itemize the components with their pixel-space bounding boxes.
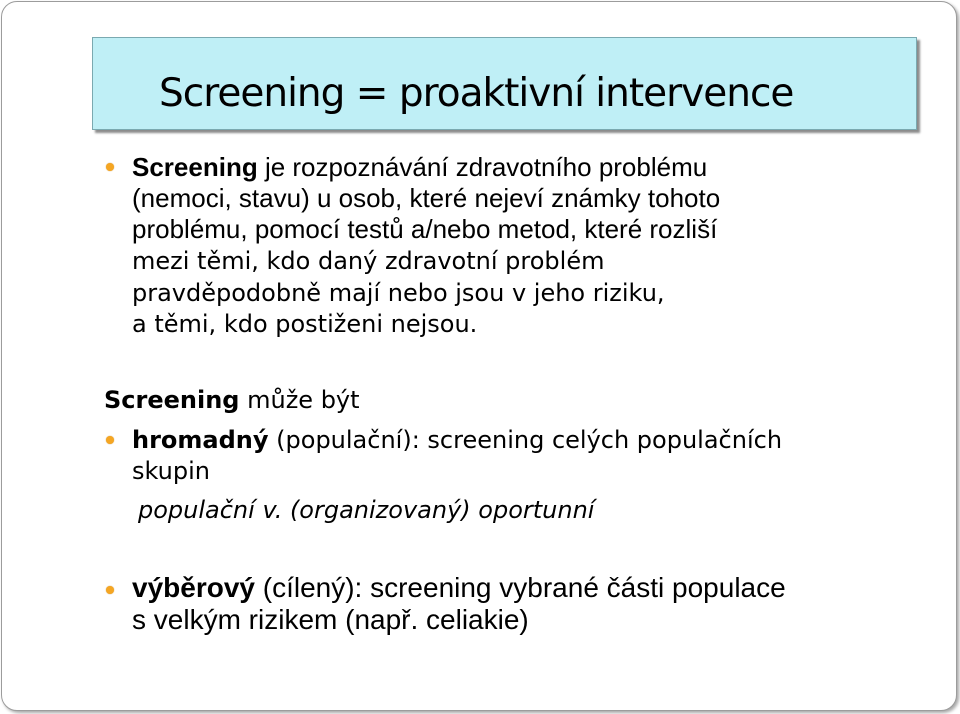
- definition-term: Screening: [132, 152, 258, 182]
- mass-line-1: [132, 425, 782, 455]
- types-intro: [104, 385, 360, 415]
- mass-line-2: skupin: [132, 457, 210, 485]
- mass-text: (populační): screening celých populačních: [268, 426, 783, 454]
- slide-title: Screening = proaktivní intervence: [159, 71, 794, 116]
- definition-text: je rozpoznávání zdravotního problému: [257, 152, 708, 182]
- definition-line-4: mezi těmi, kdo daný zdravotní problém: [132, 247, 605, 275]
- types-intro-term: Screening: [104, 386, 240, 414]
- bullet-dot-icon: [106, 163, 114, 171]
- mass-subtypes: [138, 495, 594, 525]
- mass-subtypes-text: populační v. (organizovaný) oportunní: [138, 496, 595, 524]
- definition-line-5: pravděpodobně mají nebo jsou v jeho riziku,: [132, 279, 665, 307]
- definition-line-2: (nemoci, stavu) u osob, které nejeví známky tohoto: [132, 183, 721, 213]
- definition-line-6: a těmi, kdo postiženi nejsou.: [132, 310, 478, 338]
- mass-term: hromadný: [132, 426, 269, 454]
- bullet-dot-icon: [106, 436, 114, 444]
- selective-line-1: [132, 572, 786, 604]
- selective-line-2: s velkým rizikem (např. celiakie): [132, 604, 529, 635]
- bullet-dot-icon: [106, 586, 114, 594]
- selective-text: (cílený): screening vybrané části populace: [254, 572, 786, 603]
- selective-term: výběrový: [132, 572, 255, 603]
- definition-line-1: [132, 152, 707, 182]
- definition-line-3: problému, pomocí testů a/nebo metod, které rozliší: [132, 214, 718, 244]
- types-intro-text: může být: [239, 386, 360, 414]
